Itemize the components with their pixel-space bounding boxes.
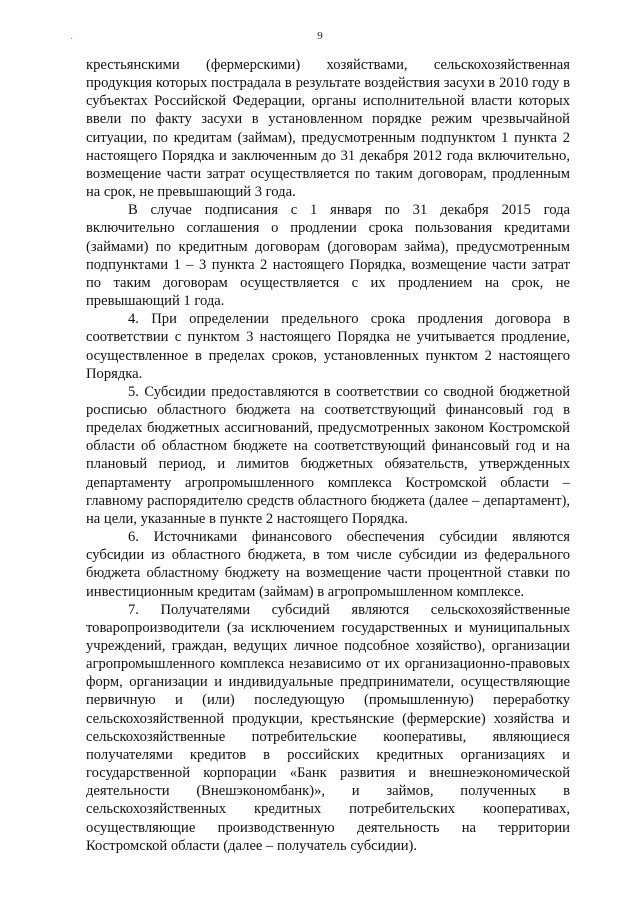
paragraph-item-6: 6. Источниками финансового обеспечения субсидии являются субсидии из областного бюджета, в том числе субсидии из федерального бюджета областному бюджету на возмещение части процентной ставки по инвестиционным кредитам (займам) в агропромышленном комплексе. xyxy=(86,529,570,600)
document-body xyxy=(86,56,570,855)
paragraph-item-5: 5. Субсидии предоставляются в соответствии со сводной бюджетной росписью областного бюджета на соответствующий финансовый год в пределах бюджетных ассигнований, предусмотренных законом Костромской области об областном бюджете на соответствующий финансовый год и на плановый период, и лимитов бюджетных обязательств, утвержденных департаменту агропромышленного комплекса Костромской области – главному распорядителю средств областного бюджета (далее – департамент), на цели, указанные в пункте 2 настоящего Порядка. xyxy=(86,383,570,527)
paragraph-continuation: крестьянскими (фермерскими) хозяйствами, сельскохозяйственная продукция которых пострадала в результате воздействия засухи в 2010 году в субъектах Российской Федерации, органы исполнительной власти которых ввели по факту засухи в установленном порядке режим чрезвычайной ситуации, по кредитам (займам), предусмотренным подпунктом 1 пункта 2 настоящего Порядка и заключенным до 31 декабря 2012 года включительно, возмещение части затрат осуществляется по таким договорам, продленным на срок, не превышающий 3 года. xyxy=(86,57,570,201)
page-number: 9 xyxy=(317,30,323,42)
paragraph-item-4: 4. При определении предельного срока продления договора в соответствии с пунктом 3 настоящего Порядка не учитывается продление, осуществленное в пределах сроков, установленных пунктом 2 настоящего Порядка. xyxy=(86,311,570,382)
paragraph-item-7: 7. Получателями субсидий являются сельскохозяйственные товаропроизводители (за исключением государственных и муниципальных учреждений, граждан, ведущих личное подсобное хозяйство), организации агропромышленного комплекса независимо от их организационно-правовых форм, организации и индивидуальные предприниматели, осуществляющие первичную и (или) последующую (промышленную) переработку сельскохозяйственной продукции, крестьянские (фермерские) хозяйства и сельскохозяйственные потребительские кооперативы, являющиеся получателями кредитов в российских кредитных организациях и государственной корпорации «Банк развития и внешнеэкономической деятельности (Внешэкономбанк)», и займов, полученных в сельскохозяйственных кредитных потребительских кооперативах, осуществляющие производственную деятельность на территории Костромской области (далее – получатель субсидии). xyxy=(86,601,570,854)
paragraph-extension-2015: В случае подписания с 1 января по 31 декабря 2015 года включительно соглашения о продлении срока пользования кредитами (займами) по кредитным договорам (договорам займа), предусмотренным подпунктами 1 – 3 пункта 2 настоящего Порядка, возмещение части затрат по таким договорам осуществляется с их продлением на срок, не превышающий 1 года. xyxy=(86,202,570,310)
scan-mark: · xyxy=(70,34,74,45)
